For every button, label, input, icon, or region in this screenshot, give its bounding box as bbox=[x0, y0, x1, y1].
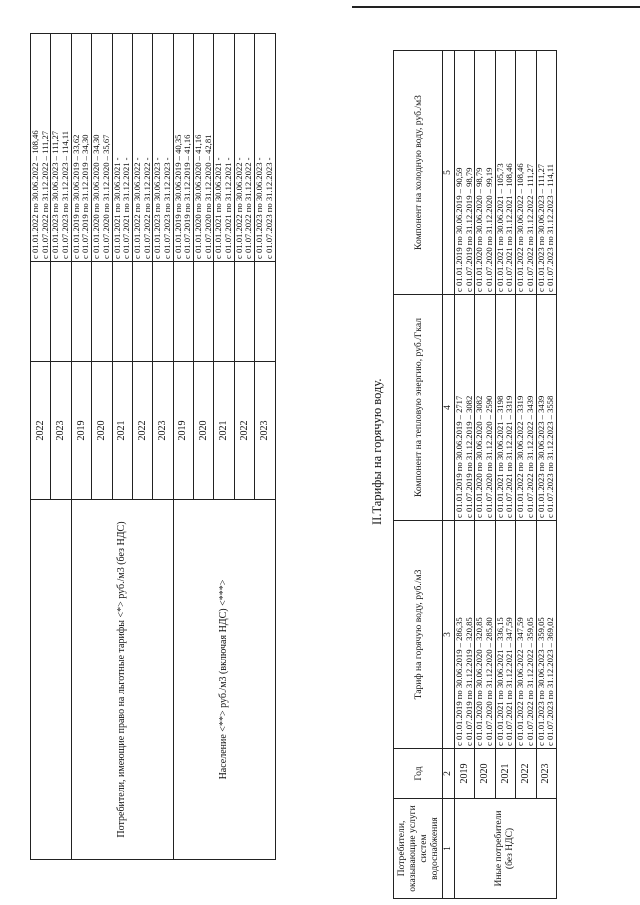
tariff-line: с 01.01.2020 по 30.06.2020 – 320,85 bbox=[474, 617, 485, 746]
tariff-cell bbox=[51, 34, 71, 262]
heat-component-cell bbox=[516, 295, 536, 521]
empty-cell bbox=[214, 262, 234, 362]
empty-cell bbox=[173, 262, 193, 362]
tariff-line: с 01.01.2022 по 30.06.2022 - bbox=[131, 157, 142, 259]
year-cell: 2023 bbox=[153, 362, 173, 500]
tariff-line: с 01.01.2022 по 30.06.2022 – 108,46 bbox=[515, 163, 526, 292]
column-header-heat-component: Компонент на тепловую энергию, руб./Гкал bbox=[394, 295, 443, 521]
tariff-line: с 01.07.2020 по 31.12.2020 – 2590 bbox=[484, 395, 495, 518]
tariff-line: с 01.01.2023 по 30.06.2023 – 111,27 bbox=[50, 130, 61, 259]
tariff-cell bbox=[214, 34, 234, 262]
tariff-line: с 01.01.2020 по 30.06.2020 – 34,30 bbox=[91, 134, 102, 259]
year-cell: 2021 bbox=[112, 362, 132, 500]
cold-component-cell bbox=[475, 51, 495, 295]
tariff-line: с 01.01.2019 по 30.06.2019 – 33,62 bbox=[70, 134, 81, 259]
cold-component-cell bbox=[516, 51, 536, 295]
table-row bbox=[536, 51, 556, 899]
category-cell: Потребители, имеющие право на льготные тарифы <*> руб./м3 (без НДС) bbox=[71, 500, 173, 860]
table-row bbox=[31, 34, 51, 860]
empty-cell bbox=[255, 262, 275, 362]
tariff-line: с 01.01.2023 по 30.06.2023 - bbox=[152, 157, 163, 259]
year-cell: 2023 bbox=[51, 362, 71, 500]
tariff-line: с 01.07.2021 по 31.12.2021 - bbox=[223, 157, 234, 259]
tariff-line: с 01.01.2019 по 30.06.2019 – 2717 bbox=[454, 395, 464, 518]
year-cell: 2021 bbox=[214, 362, 234, 500]
tariff-line: с 01.07.2022 по 31.12.2022 – 3439 bbox=[524, 395, 535, 518]
year-cell: 2023 bbox=[536, 749, 556, 799]
hot-water-tariff-cell bbox=[536, 521, 556, 749]
column-number: 2 bbox=[443, 749, 455, 799]
empty-cell bbox=[112, 262, 132, 362]
tariff-line: с 01.01.2021 по 30.06.2021 - bbox=[111, 157, 122, 259]
tariff-line: с 01.07.2019 по 31.12.2019 – 320,85 bbox=[463, 617, 474, 746]
tariff-line: с 01.07.2019 по 31.12.2019 – 34,30 bbox=[80, 134, 91, 259]
tariff-line: с 01.01.2023 по 30.06.2023 – 3439 bbox=[535, 395, 546, 518]
empty-cell bbox=[71, 262, 91, 362]
tariff-cell bbox=[194, 34, 214, 262]
hot-water-tariff-cell bbox=[495, 521, 515, 749]
column-number: 4 bbox=[443, 295, 455, 521]
tariff-line: с 01.07.2023 по 31.12.2023 – 369,02 bbox=[545, 617, 556, 746]
tariff-line: с 01.01.2021 по 30.06.2021 – 3198 bbox=[494, 395, 505, 518]
tariff-cell bbox=[112, 34, 132, 262]
empty-cell bbox=[31, 262, 51, 362]
tariff-cell bbox=[31, 34, 51, 262]
tariff-line: с 01.01.2023 по 30.06.2023 - bbox=[254, 157, 265, 259]
year-cell: 2022 bbox=[234, 362, 254, 500]
year-cell: 2022 bbox=[31, 362, 51, 500]
tariff-line: с 01.01.2023 по 30.06.2023 – 111,27 bbox=[535, 163, 546, 292]
column-number: 3 bbox=[443, 521, 455, 749]
tariff-line: с 01.01.2019 по 30.06.2019 – 40,35 bbox=[172, 134, 183, 259]
tariff-cell bbox=[173, 34, 193, 262]
tariff-line: с 01.07.2021 по 31.12.2021 - bbox=[121, 157, 132, 259]
tariff-line: с 01.07.2022 по 31.12.2022 - bbox=[141, 157, 152, 259]
tariff-line: с 01.01.2019 по 30.06.2019 – 90,59 bbox=[454, 167, 464, 292]
column-number: 5 bbox=[443, 51, 455, 295]
column-number-row bbox=[443, 51, 455, 899]
cold-component-cell bbox=[455, 51, 475, 295]
tariff-line: с 01.07.2019 по 31.12.2019 – 41,16 bbox=[182, 134, 193, 259]
column-number: 1 bbox=[443, 799, 455, 899]
tariff-line: с 01.07.2021 по 31.12.2021 – 108,46 bbox=[504, 163, 515, 292]
tariff-line: с 01.01.2020 по 30.06.2020 – 98,79 bbox=[474, 167, 485, 292]
empty-cell bbox=[92, 262, 112, 362]
tariff-line: с 01.01.2023 по 30.06.2023 – 359,05 bbox=[535, 617, 546, 746]
tariff-line: с 01.07.2020 по 31.12.2020 – 99,19 bbox=[484, 167, 495, 292]
tariff-line: с 01.07.2019 по 31.12.2019 – 3082 bbox=[463, 395, 474, 518]
tariff-line: с 01.07.2023 по 31.12.2023 - bbox=[161, 157, 172, 259]
year-cell: 2019 bbox=[173, 362, 193, 500]
cold-component-cell bbox=[536, 51, 556, 295]
tariff-line: с 01.07.2023 по 31.12.2023 - bbox=[263, 157, 274, 259]
column-header-year: Год bbox=[394, 749, 443, 799]
table-row bbox=[71, 34, 91, 860]
tariff-line: с 01.01.2021 по 30.06.2021 – 105,73 bbox=[494, 163, 505, 292]
heat-component-cell bbox=[475, 295, 495, 521]
tariff-line: с 01.07.2022 по 31.12.2022 – 111,27 bbox=[524, 163, 535, 292]
cold-water-tariff-table bbox=[30, 33, 276, 860]
column-header-consumers: Потребители, оказывающие услуги систем водоснабжения bbox=[394, 799, 443, 899]
year-cell: 2020 bbox=[92, 362, 112, 500]
tariff-line: с 01.07.2019 по 31.12.2019 – 98,79 bbox=[463, 167, 474, 292]
tariff-line: с 01.07.2020 по 31.12.2020 – 42,81 bbox=[202, 134, 213, 259]
empty-cell bbox=[194, 262, 214, 362]
table-row bbox=[495, 51, 515, 899]
tariff-line: с 01.07.2021 по 31.12.2021 – 3319 bbox=[504, 395, 515, 518]
tariff-line: с 01.07.2023 по 31.12.2023 – 114,11 bbox=[60, 130, 71, 259]
section-heading: II.Тарифы на горячую воду. bbox=[370, 378, 384, 525]
tariff-line: с 01.01.2022 по 30.06.2022 – 3319 bbox=[515, 395, 526, 518]
tariff-cell bbox=[234, 34, 254, 262]
table-row bbox=[173, 34, 193, 860]
year-cell: 2022 bbox=[516, 749, 536, 799]
empty-cell bbox=[132, 262, 152, 362]
hot-water-tariff-cell bbox=[475, 521, 495, 749]
hot-water-tariff-cell bbox=[516, 521, 536, 749]
empty-cell bbox=[153, 262, 173, 362]
tariff-line: с 01.01.2021 по 30.06.2021 - bbox=[213, 157, 224, 259]
tariff-cell bbox=[255, 34, 275, 262]
tariff-line: с 01.07.2022 по 31.12.2022 – 359,05 bbox=[524, 617, 535, 746]
year-cell: 2022 bbox=[132, 362, 152, 500]
year-cell: 2020 bbox=[194, 362, 214, 500]
tariff-cell bbox=[153, 34, 173, 262]
year-cell: 2020 bbox=[475, 749, 495, 799]
column-header-hot-water-tariff: Тариф на горячую воду, руб./м3 bbox=[394, 521, 443, 749]
header-row bbox=[394, 51, 443, 899]
tariff-line: с 01.07.2023 по 31.12.2023 – 114,11 bbox=[545, 163, 556, 292]
year-cell: 2023 bbox=[255, 362, 275, 500]
tariff-line: с 01.07.2020 по 31.12.2020 – 35,67 bbox=[100, 134, 111, 259]
tariff-line: с 01.01.2019 по 30.06.2019 – 286,35 bbox=[454, 617, 464, 746]
category-cell: Иные потребители (без НДС) bbox=[455, 799, 557, 899]
category-cell: Население <**> руб./м3 (включая НДС) <***> bbox=[173, 500, 275, 860]
cold-component-cell bbox=[495, 51, 515, 295]
tariff-line: с 01.01.2020 по 30.06.2020 – 41,16 bbox=[193, 134, 203, 259]
heat-component-cell bbox=[455, 295, 475, 521]
tariff-line: с 01.07.2023 по 31.12.2023 – 3558 bbox=[545, 395, 556, 518]
year-cell: 2019 bbox=[71, 362, 91, 500]
tariff-line: с 01.07.2022 по 31.12.2022 - bbox=[243, 157, 254, 259]
tariff-line: с 01.01.2020 по 30.06.2020 – 3082 bbox=[474, 395, 485, 518]
tariff-line: с 01.07.2021 по 31.12.2021 – 347,59 bbox=[504, 617, 515, 746]
tariff-cell bbox=[132, 34, 152, 262]
table-row bbox=[455, 51, 475, 899]
tariff-line: с 01.01.2022 по 30.06.2022 - bbox=[233, 157, 244, 259]
table-row bbox=[516, 51, 536, 899]
tariff-line: с 01.01.2022 по 30.06.2022 – 108,46 bbox=[30, 130, 40, 259]
tariff-line: с 01.07.2022 по 31.12.2022 – 111,27 bbox=[39, 130, 50, 259]
hot-water-tariff-cell bbox=[455, 521, 475, 749]
tariff-cell bbox=[92, 34, 112, 262]
category-cell bbox=[31, 500, 72, 860]
column-header-cold-component: Компонент на холодную воду, руб./м3 bbox=[394, 51, 443, 295]
tariff-line: с 01.01.2022 по 30.06.2022 – 347,59 bbox=[515, 617, 526, 746]
tariff-line: с 01.01.2021 по 30.06.2021 – 336,15 bbox=[494, 617, 505, 746]
tariff-line: с 01.07.2020 по 31.12.2020 – 285,80 bbox=[484, 617, 495, 746]
empty-cell bbox=[51, 262, 71, 362]
hot-water-tariff-table bbox=[393, 50, 557, 899]
year-cell: 2021 bbox=[495, 749, 515, 799]
year-cell: 2019 bbox=[455, 749, 475, 799]
table-row bbox=[475, 51, 495, 899]
empty-cell bbox=[234, 262, 254, 362]
heat-component-cell bbox=[495, 295, 515, 521]
heat-component-cell bbox=[536, 295, 556, 521]
tariff-cell bbox=[71, 34, 91, 262]
